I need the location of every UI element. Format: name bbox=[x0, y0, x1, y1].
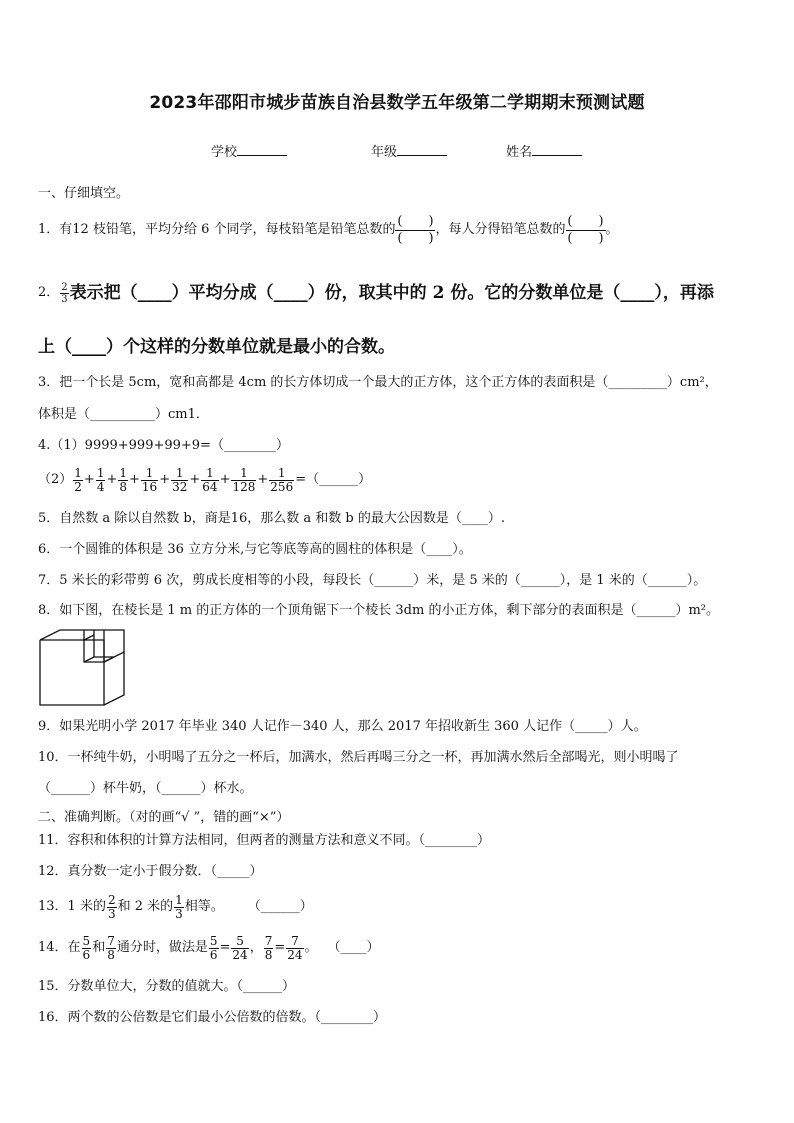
q3-line-2: 体积是（__________）cm1． bbox=[38, 407, 209, 422]
q13-text-c: 相等。 bbox=[184, 899, 224, 914]
question-16: 16．两个数的公倍数是它们最小公倍数的倍数。（________） bbox=[38, 1010, 387, 1025]
q2-fraction: $\frac{2}{3}$ bbox=[61, 281, 68, 305]
grade-blank[interactable] bbox=[397, 143, 447, 156]
q14-fraction-2-repeat: $\frac{7}{8}$ bbox=[264, 933, 273, 962]
q14-fraction-4: $\frac{7}{24}$ bbox=[287, 933, 303, 962]
q4-fraction-8: $\frac{1}{256}$ bbox=[270, 465, 294, 494]
q1-answer-fraction-2[interactable]: ( ) ( ) bbox=[567, 213, 604, 246]
q1-text-b: ，每人分得铅笔总数的 bbox=[435, 222, 566, 237]
q14-equals-1: = bbox=[219, 940, 231, 955]
section-1-heading: 一、仔细填空。 bbox=[38, 186, 130, 201]
question-2-line-1 bbox=[38, 281, 714, 305]
q13-fraction-2: $\frac{1}{3}$ bbox=[175, 892, 183, 921]
q1-answer-fraction-1[interactable]: ( ) ( ) bbox=[397, 213, 434, 246]
q14-answer-blank[interactable]: （____） bbox=[327, 940, 380, 955]
question-9: 9．如果光明小学 2017 年毕业 340 人记作－340 人，那么 2017 年招收新生 360 人记作（_____）人。 bbox=[38, 719, 647, 734]
question-11: 11．容积和体积的计算方法相同，但两者的测量方法和意义不同。（________） bbox=[38, 833, 491, 848]
page-title: 2023年邵阳市城步苗族自治县数学五年级第二学期期末预测试题 bbox=[149, 93, 645, 113]
q4-line-2: （2） $\frac{1}{2}$ + $\frac{1}{4}$ + $\frac{1}{8}$ + $\frac{1}{16}$ + $\frac{1}{32}$ + $\frac{1}{64}$ + $\frac{1}{128}$ + $\frac{1}{256}$ =（______） bbox=[38, 465, 372, 494]
question-1 bbox=[38, 207, 619, 253]
school-label: 学校 bbox=[211, 145, 238, 160]
q1-text-c: 。 bbox=[605, 222, 619, 237]
question-14 bbox=[38, 933, 380, 963]
question-7: 7．5 米长的彩带剪 6 次，剪成长度相等的小段，每段长（______）米，是 5 米的（______），是 1 米的（______）。 bbox=[38, 573, 707, 588]
q4-equals-blank[interactable]: =（______） bbox=[295, 472, 372, 487]
school-blank[interactable] bbox=[237, 143, 287, 156]
q4-fraction-1: $\frac{1}{2}$ bbox=[74, 465, 82, 494]
q14-equals-2: = bbox=[274, 940, 286, 955]
q14-fraction-2: $\frac{7}{8}$ bbox=[107, 933, 115, 962]
q14-and: 和 bbox=[92, 940, 106, 955]
name-label: 姓名 bbox=[506, 145, 533, 160]
q14-fraction-1: $\frac{5}{6}$ bbox=[82, 933, 91, 962]
q13-answer-blank[interactable]: （______） bbox=[247, 899, 313, 914]
q14-text-b: 通分时，做法是 bbox=[116, 940, 208, 955]
q4-fraction-6: $\frac{1}{64}$ bbox=[202, 465, 218, 494]
q3-line-1: 3．把一个长是 5cm，宽和高都是 4cm 的长方体切成一个最大的正方体，这个正方体的表面积是（_________）cm²， bbox=[38, 375, 718, 390]
question-8: 8．如下图，在棱长是 1 m 的正方体的一个顶角锯下一个棱长 3dm 的小正方体，剩下部分的表面积是（______）m²。 bbox=[38, 603, 719, 618]
name-blank[interactable] bbox=[532, 143, 582, 156]
q4-fraction-5: $\frac{1}{32}$ bbox=[172, 465, 188, 494]
q4-line-1: 4.（1）9999+999+99+9=（________） bbox=[38, 438, 289, 453]
q13-text-a: 13．1 米的 bbox=[38, 899, 106, 914]
q4-fraction-2: $\frac{1}{4}$ bbox=[96, 465, 105, 494]
q2-text-line-2: 上（____）个这样的分数单位就是最小的合数。 bbox=[38, 337, 395, 357]
question-12: 12．真分数一定小于假分数．（_____） bbox=[38, 864, 263, 879]
q2-number: 2． bbox=[38, 285, 60, 300]
q1-text-a: 1．有12 枝铅笔，平均分给 6 个同学，每枝铅笔是铅笔总数的 bbox=[38, 222, 396, 237]
question-5: 5．自然数 a 除以自然数 b，商是16，那么数 a 和数 b 的最大公因数是（____）. bbox=[38, 511, 506, 526]
q4-fraction-4: $\frac{1}{16}$ bbox=[141, 465, 158, 494]
q13-fraction-1: $\frac{2}{3}$ bbox=[107, 892, 116, 921]
cube-figure bbox=[38, 628, 126, 708]
q4-part-2-label: （2） bbox=[38, 472, 73, 487]
q4-fraction-3: $\frac{1}{8}$ bbox=[119, 465, 128, 494]
q10-line-2: （______）杯牛奶，（______）杯水。 bbox=[38, 781, 253, 796]
name-field bbox=[506, 141, 582, 160]
q14-text-a: 14．在 bbox=[38, 940, 81, 955]
school-field bbox=[211, 141, 287, 160]
question-6: 6．一个圆锥的体积是 36 立方分米,与它等底等高的圆柱的体积是（____）。 bbox=[38, 542, 472, 557]
question-13 bbox=[38, 892, 313, 922]
q4-fraction-7: $\frac{1}{128}$ bbox=[232, 465, 256, 494]
q14-comma: ， bbox=[249, 940, 263, 955]
q10-line-1: 10．一杯纯牛奶，小明喝了五分之一杯后，加满水，然后再喝三分之一杯，再加满水然后全部喝光，则小明喝了 bbox=[38, 750, 679, 765]
section-2-heading: 二、准确判断。（对的画“√ ”，错的画“×”） bbox=[38, 810, 290, 825]
q14-text-c: 。 bbox=[304, 940, 318, 955]
q13-text-b: 和 2 米的 bbox=[117, 899, 174, 914]
q14-fraction-3: $\frac{5}{24}$ bbox=[232, 933, 248, 962]
grade-field bbox=[371, 141, 447, 160]
q14-fraction-1-repeat: $\frac{5}{6}$ bbox=[209, 933, 218, 962]
grade-label: 年级 bbox=[371, 145, 398, 160]
q2-text-line-1: 表示把（____）平均分成（____）份，取其中的 2 份。它的分数单位是（____），再添 bbox=[69, 283, 714, 303]
question-15: 15．分数单位大，分数的值就大。（______） bbox=[38, 979, 296, 994]
